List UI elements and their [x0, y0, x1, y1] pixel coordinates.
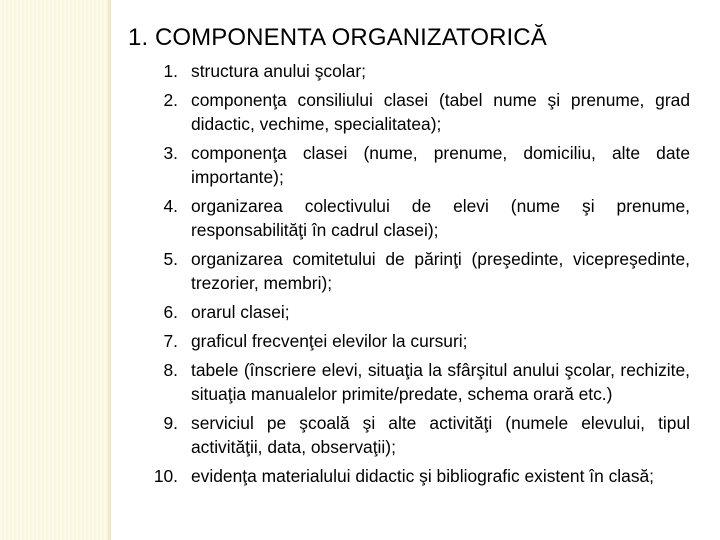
- list-item: [150, 88, 690, 136]
- list-item-number: 3.: [163, 143, 178, 163]
- list-item-number: 5.: [163, 249, 178, 269]
- list-item-number: 4.: [163, 196, 178, 216]
- list-item-text: graficul frecvenţei elevilor la cursuri;: [191, 331, 468, 351]
- list-item-text: serviciul pe şcoală şi alte activităţi (numele elevului, tipul activităţii, data, observaţii);: [191, 413, 690, 457]
- list-item-text: componenţa consiliului clasei (tabel nume şi prenume, grad didactic, vechime, specialitatea);: [191, 90, 690, 134]
- list-item-text: structura anului şcolar;: [191, 61, 366, 81]
- page-title: 1. COMPONENTA ORGANIZATORICĂ: [128, 24, 547, 51]
- list-item-number: 7.: [163, 331, 178, 351]
- list-item: [150, 300, 690, 324]
- list-item-text: evidenţa materialului didactic şi bibliografic existent în clasă;: [191, 466, 655, 486]
- list-item: [150, 464, 690, 488]
- decorative-side-rule: [108, 0, 111, 540]
- list-item-number: 9.: [163, 413, 178, 433]
- list-item-text: componenţa clasei (nume, prenume, domiciliu, alte date importante);: [191, 143, 690, 187]
- list-item-number: 1.: [163, 61, 178, 81]
- list-item-text: tabele (înscriere elevi, situaţia la sfârşitul anului şcolar, rechizite, situaţia manualelor primite/predate, schema orară etc.): [191, 360, 690, 404]
- list-item: [150, 358, 690, 406]
- list-item: [150, 329, 690, 353]
- list-item-text: organizarea comitetului de părinţi (preşedinte, vicepreşedinte, trezorier, membri);: [191, 249, 690, 293]
- list-item-number: 6.: [163, 302, 178, 322]
- list-item: [150, 59, 690, 83]
- numbered-list: [150, 59, 690, 493]
- list-item: [150, 194, 690, 242]
- list-item-number: 10.: [153, 466, 178, 486]
- list-item: [150, 411, 690, 459]
- list-item-text: organizarea colectivului de elevi (nume şi prenume, responsabilităţi în cadrul clasei);: [191, 196, 690, 240]
- list-item: [150, 141, 690, 189]
- decorative-side-panel: [0, 0, 108, 540]
- list-item-number: 2.: [163, 90, 178, 110]
- list-item: [150, 247, 690, 295]
- list-item-number: 8.: [163, 360, 178, 380]
- list-item-text: orarul clasei;: [191, 302, 290, 322]
